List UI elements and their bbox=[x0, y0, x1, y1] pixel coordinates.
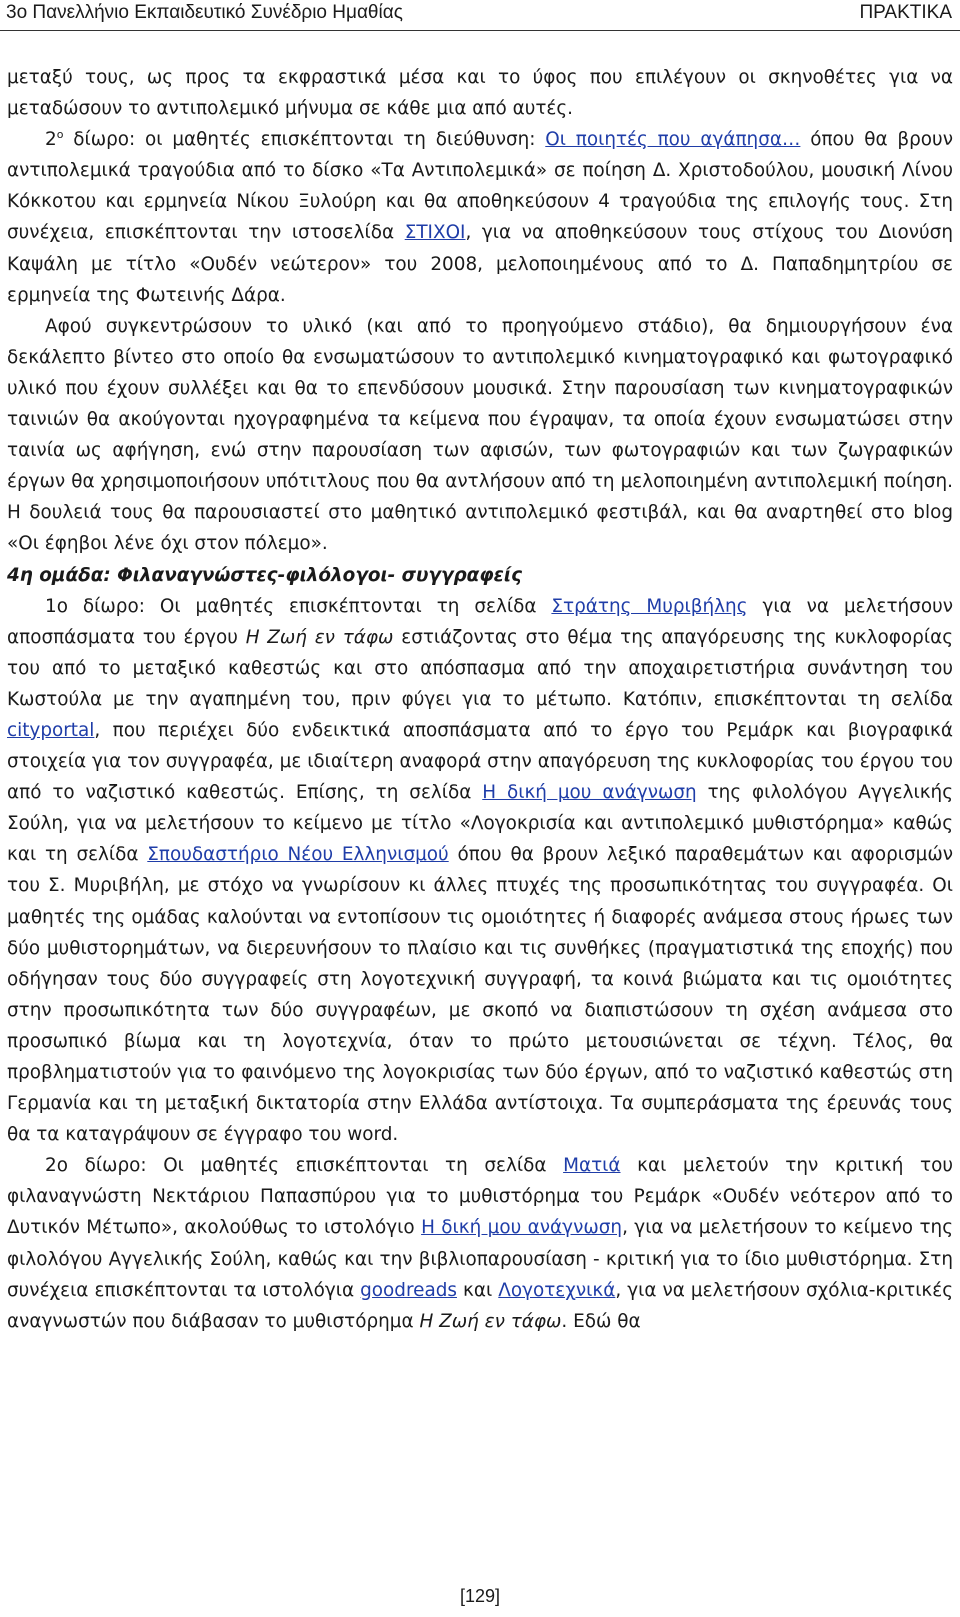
paragraph-1 bbox=[7, 62, 953, 124]
text: για να μελετήσουν αποσπάσματα του έργου bbox=[7, 595, 953, 648]
link-matia[interactable]: Ματιά bbox=[563, 1155, 621, 1177]
text: 2ο δίωρο: Οι μαθητές επισκέπτονται τη σελίδα bbox=[45, 1155, 564, 1177]
link-my-reading-2[interactable]: Η δική μου ανάγνωση bbox=[421, 1217, 623, 1239]
text: δίωρο: οι μαθητές επισκέπτονται τη διεύθυνση: bbox=[63, 129, 546, 151]
text: , που περιέχει δύο ενδεικτικά αποσπάσματα από το έργο του Ρεμάρκ και βιογραφικά στοιχεία για τον συγγραφέα, με ιδιαίτερη αναφορά στην απαγόρευση της κυκλοφορίας του έργου του από το ναζιστικό καθεστώς. Επίσης, τη σελίδα bbox=[7, 719, 953, 804]
text: της φιλολόγου Αγγελικής Σούλη, για να μελετήσουν το κείμενο με τίτλο «Λογοκρισία και αντιπολεμικό μυθιστόρημα» καθώς και τη σελίδα bbox=[7, 782, 953, 866]
link-spoudastirio[interactable]: Σπουδαστήριο Νέου Ελληνισμού bbox=[147, 844, 449, 866]
text: , για να αποθηκεύσουν τους στίχους του Διονύση Καψάλη με τίτλο «Ουδέν νεώτερον» του 2008, μελοποιημένους από το Δ. Παπαδημητρίου σε ερμηνεία της Φωτεινής Δάρα. bbox=[7, 222, 953, 306]
conference-title: 3ο Πανελλήνιο Εκπαιδευτικό Συνέδριο Ημαθίας bbox=[6, 2, 403, 23]
book-title: Η Ζωή εν τάφω bbox=[419, 1310, 562, 1332]
text: όπου θα βρουν αντιπολεμικά τραγούδια από το δίσκο «Τα Αντιπολεμικά» σε ποίηση Δ. Χριστοδούλου, μουσική Λίνου Κόκκοτου και ερμηνεία Νίκου Ξυλούρη και θα αποθηκεύσουν 4 τραγούδια της επιλογής τους. Στη συνέχεια, επισκέπτονται την ιστοσελίδα bbox=[7, 129, 953, 244]
link-myrivilis[interactable]: Στράτης Μυριβήλης bbox=[551, 595, 748, 617]
link-stixoi[interactable]: ΣΤΙΧΟΙ bbox=[404, 222, 466, 244]
group-4-heading: 4η ομάδα: Φιλαναγνώστες-φιλόλογοι- συγγραφείς bbox=[7, 564, 522, 586]
link-cityportal[interactable]: cityportal bbox=[7, 719, 95, 741]
page-header bbox=[0, 0, 960, 31]
paragraph-3 bbox=[7, 311, 953, 560]
text: μεταξύ τους, ως προς τα εκφραστικά μέσα και το ύφος που επιλέγουν οι σκηνοθέτες για να μεταδώσουν το αντιπολεμικό μήνυμα σε κάθε μια από αυτές. bbox=[7, 67, 953, 120]
paragraph-5 bbox=[7, 1150, 953, 1337]
text: 2 bbox=[45, 129, 57, 151]
text: 1ο δίωρο: Οι μαθητές επισκέπτονται τη σελίδα bbox=[45, 595, 552, 617]
text: , για να μελετήσουν το κείμενο της φιλολόγου Αγγελικής Σούλη, καθώς και την βιβλιοπαρουσίαση - κριτική για το ίδιο μυθιστόρημα. Στη συνέχεια επισκέπτονται τα ιστολόγια bbox=[7, 1217, 953, 1301]
text: Αφού συγκεντρώσουν το υλικό (και από το προηγούμενο στάδιο), θα δημιουργήσουν ένα δεκάλεπτο βίντεο στο οποίο θα ενσωματώσουν το αντιπολεμικό κινηματογραφικό και φωτογραφικό υλικό που έχουν συλλέξει και θα το επενδύσουν μουσικά. Στην παρουσίαση των κινηματογραφικών ταινιών θα ακούγονται ηχογραφημένα τα κείμενα που έγραψαν, τα οποία έχουν ενσωματώσει στην ταινία ως αφήγηση, ενώ στην παρουσίαση των αφισών, των φωτογραφιών και των ζωγραφικών έργων θα χρησιμοποιήσουν υπότιτλους που θα αντλήσουν από τη μελοποιημένη αντιπολεμική ποίηση. Η δουλειά τους θα παρουσιαστεί στο μαθητικό αντιπολεμικό φεστιβάλ, και θα αναρτηθεί στο blog «Οι έφηβοι λένε όχι στον πόλεμο». bbox=[7, 315, 953, 555]
link-my-reading[interactable]: Η δική μου ανάγνωση bbox=[482, 782, 697, 804]
text: , για να μελετήσουν σχόλια-κριτικές αναγνωστών που διάβασαν το μυθιστόρημα bbox=[7, 1279, 953, 1332]
text: όπου θα βρουν λεξικό παραθεμάτων και αφορισμών του Σ. Μυριβήλη, με στόχο να γνωρίσουν κι άλλες πτυχές της προσωπικότητας του συγγραφέα. Οι μαθητές της ομάδας καλούνται να εντοπίσουν τις ομοιότητες ή διαφορές ανάμεσα στους ήρωες των δύο μυθιστορημάτων, να διερευνήσουν το πλαίσιο και τις συνθήκες (πραγματιστικά της εποχής) που οδήγησαν τους δύο συγγραφείς στη λογοτεχνική συγγραφή, τα κοινά βιώματα και τις ομοιότητες στην προσωπικότητα των δύο συγγραφέων, με σκοπό να διαπιστώσουν τη σχέση ανάμεσα στο προσωπικό βίωμα και τη λογοτεχνία, όταν το πρώτο μετουσιώνεται σε τέχνη. Τέλος, θα προβληματιστούν για το φαινόμενο της λογοκρισίας των δύο έργων, από το ναζιστικό καθεστώς στη Γερμανία και τη μεταξική δικτατορία στην Ελλάδα αντίστοιχα. Τα συμπεράσματα της έρευνάς τους θα τα καταγράψουν σε έγγραφο του word. bbox=[7, 844, 953, 1146]
text: . Εδώ θα bbox=[561, 1310, 641, 1332]
book-title: Η Ζωή εν τάφω bbox=[245, 626, 394, 648]
text: και bbox=[456, 1279, 499, 1301]
paragraph-4 bbox=[7, 591, 953, 1151]
superscript: ο bbox=[56, 128, 64, 142]
link-logotexnika[interactable]: Λογοτεχνικά bbox=[498, 1279, 616, 1301]
link-poets[interactable]: Οι ποιητές που αγάπησα… bbox=[545, 129, 801, 151]
text: εστιάζοντας στο θέμα της απαγόρευσης της κυκλοφορίας του από το μεταξικό καθεστώς και στο απόσπασμα από την αποχαιρετιστήρια συνάντηση του Κωστούλα με την αγαπημένη του, πριν φύγει για το μέτωπο. Κατόπιν, επισκέπτονται τη σελίδα bbox=[7, 626, 953, 710]
text: και μελετούν την κριτική του φιλαναγνώστη Νεκτάριου Παπασπύρου για το μυθιστόρημα του Ρεμάρκ «Ουδέν νεότερον από το Δυτικόν Μέτωπο», ακολούθως το ιστολόγιο bbox=[7, 1155, 953, 1239]
paragraph-2 bbox=[7, 124, 953, 311]
page-number: [129] bbox=[459, 1586, 501, 1606]
section-label: ΠΡΑΚΤΙΚΑ bbox=[859, 2, 952, 23]
link-goodreads[interactable]: goodreads bbox=[360, 1279, 457, 1301]
document-body bbox=[7, 62, 953, 1337]
